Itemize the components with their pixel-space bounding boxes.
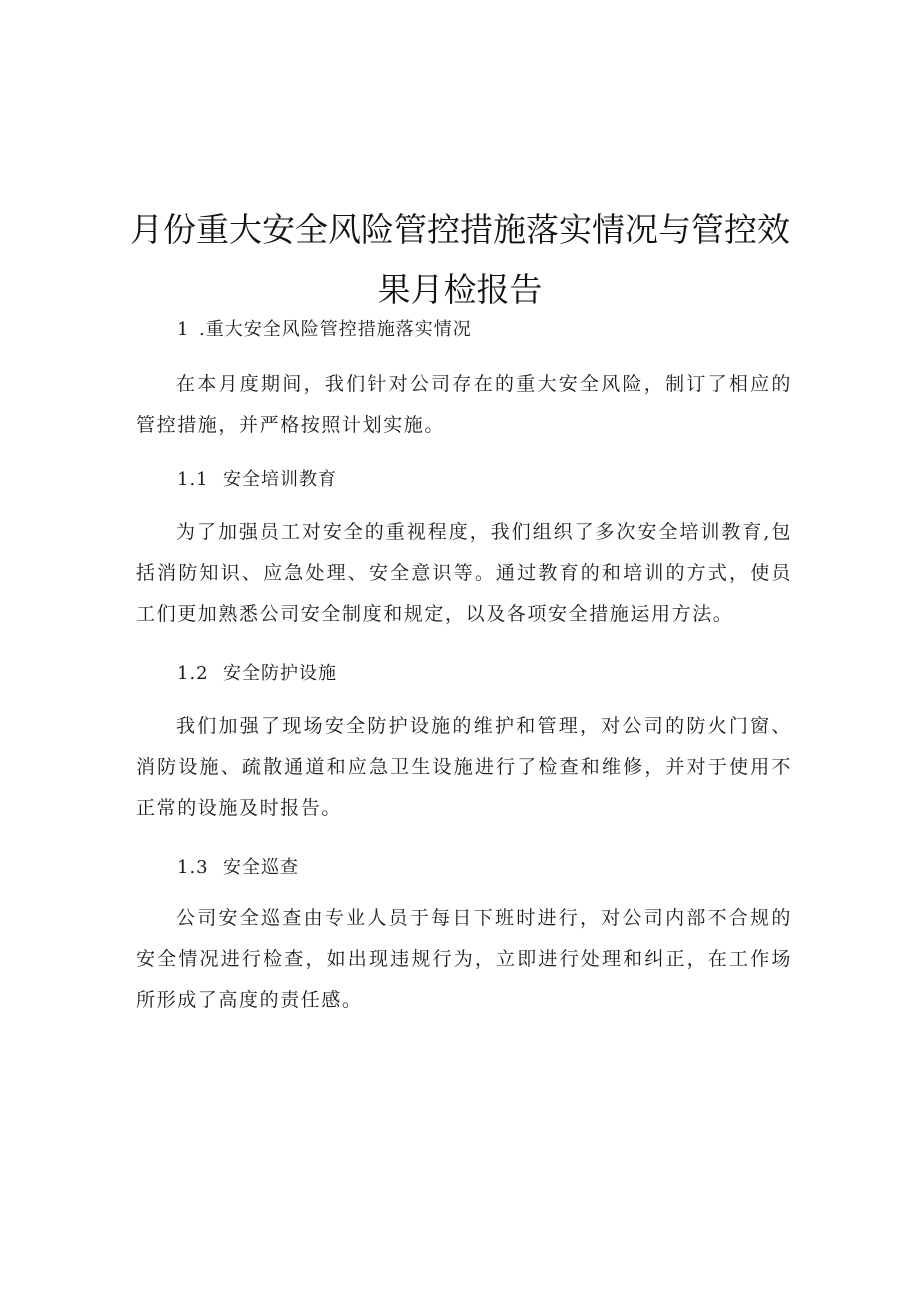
- section-paragraph-1-3: 公司安全巡查由专业人员于每日下班时进行，对公司内部不合规的安全情况进行检查，如出现违规行为，立即进行处理和纠正，在工作场所形成了高度的责任感。: [136, 907, 792, 1011]
- section-paragraph-1-2: 我们加强了现场安全防护设施的维护和管理，对公司的防火门窗、消防设施、疏散通道和应急卫生设施进行了检查和维修，并对于使用不正常的设施及时报告。: [136, 715, 792, 819]
- section-label: 安全巡查: [223, 857, 299, 878]
- section-heading-1-1: [177, 468, 337, 492]
- section-label: 安全培训教育: [223, 469, 337, 490]
- section-paragraph-1-1: 为了加强员工对安全的重视程度，我们组织了多次安全培训教育,包括消防知识、应急处理、安全意识等。通过教育的和培训的方式，使员工们更加熟悉公司安全制度和规定，以及各项安全措施运用方法。: [136, 521, 792, 625]
- section-number: 1: [177, 319, 190, 340]
- section-label: .重大安全风险管控措施落实情况: [199, 319, 472, 340]
- section-number: 1.2: [177, 663, 209, 684]
- document-title: 月份重大安全风险管控措施落实情况与管控效果月检报告: [130, 210, 790, 309]
- section-heading-1-3: [177, 856, 299, 880]
- intro-paragraph: 在本月度期间，我们针对公司存在的重大安全风险，制订了相应的管控措施，并严格按照计划实施。: [136, 373, 792, 436]
- section-heading-1: [177, 318, 472, 342]
- section-number: 1.3: [177, 857, 209, 878]
- section-heading-1-2: [177, 662, 337, 686]
- section-label: 安全防护设施: [223, 663, 337, 684]
- section-number: 1.1: [177, 469, 209, 490]
